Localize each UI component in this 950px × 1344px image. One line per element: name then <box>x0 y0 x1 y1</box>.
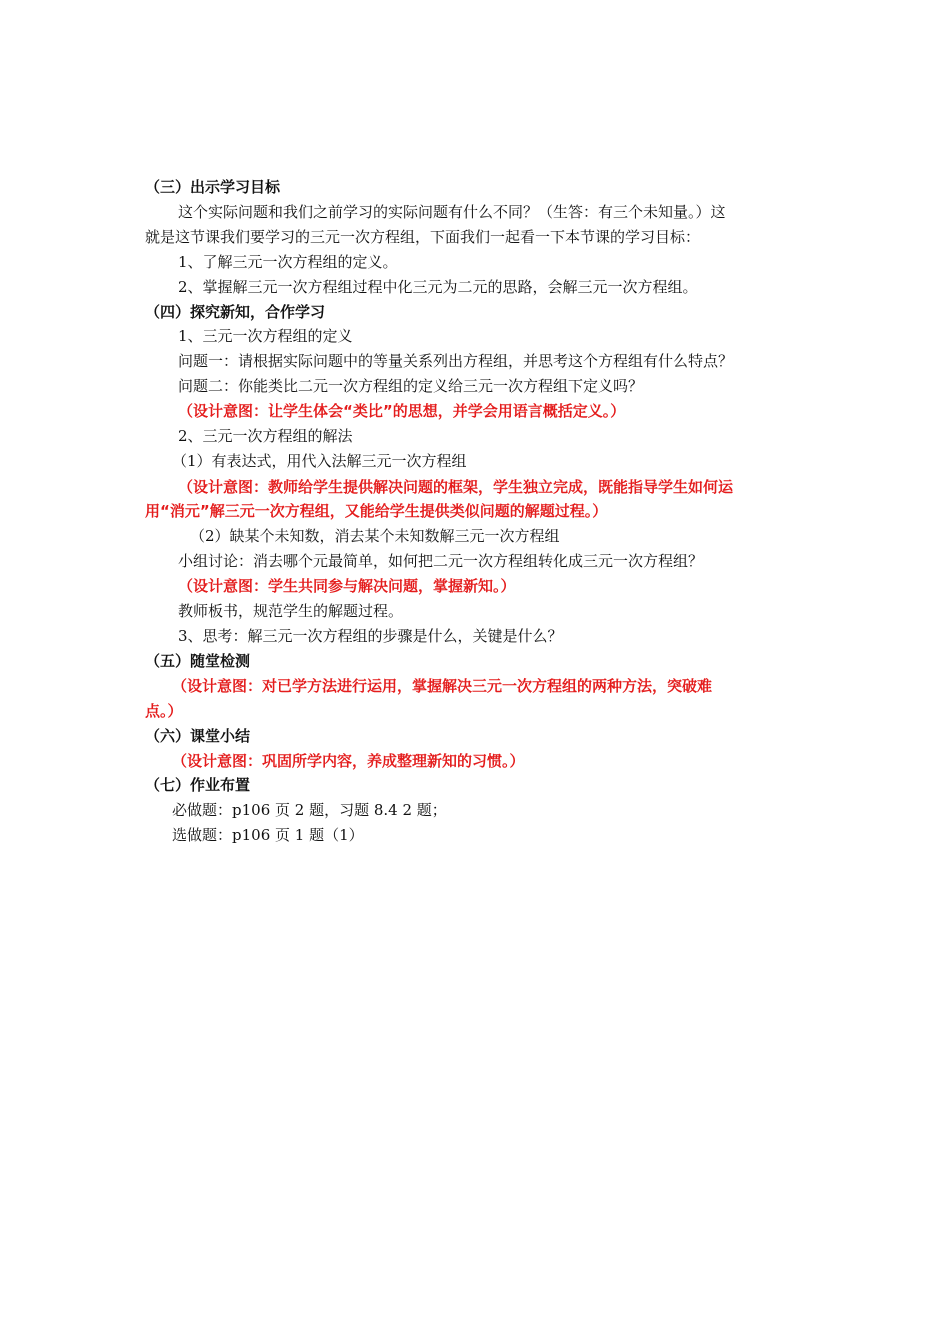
design-intent-4-line-1: （设计意图：对已学方法进行运用，掌握解决三元一次方程组的两种方法，突破难 <box>172 677 713 695</box>
learning-goal-1: 1、了解三元一次方程组的定义。 <box>178 253 398 271</box>
group-discussion: 小组讨论：消去哪个元最简单，如何把二元一次方程组转化成三元一次方程组？ <box>178 552 704 570</box>
section-3-paragraph-line-1: 这个实际问题和我们之前学习的实际问题有什么不同？（生答：有三个未知量。）这 <box>178 203 726 221</box>
required-homework: 必做题：p106 页 2 题，习题 8.4 2 题； <box>172 801 447 819</box>
learning-goal-2: 2、掌握解三元一次方程组过程中化三元为二元的思路，会解三元一次方程组。 <box>178 278 698 296</box>
question-1: 问题一：请根据实际问题中的等量关系列出方程组，并思考这个方程组有什么特点？ <box>178 352 734 370</box>
section-4-item-3: 3、思考：解三元一次方程组的步骤是什么，关键是什么？ <box>178 627 563 645</box>
design-intent-4-line-2: 点。） <box>145 702 183 720</box>
section-4-heading: （四）探究新知，合作学习 <box>145 303 326 321</box>
design-intent-3: （设计意图：学生共同参与解决问题，掌握新知。） <box>178 577 516 595</box>
section-6-heading: （六）课堂小结 <box>145 727 251 745</box>
section-5-heading: （五）随堂检测 <box>145 652 251 670</box>
section-3-heading: （三）出示学习目标 <box>145 178 281 196</box>
method-2: （2）缺某个未知数，消去某个未知数解三元一次方程组 <box>190 527 560 545</box>
teacher-board-note: 教师板书，规范学生的解题过程。 <box>178 602 404 620</box>
design-intent-5: （设计意图：巩固所学内容，养成整理新知的习惯。） <box>172 752 525 770</box>
question-2: 问题二：你能类比二元一次方程组的定义给三元一次方程组下定义吗？ <box>178 377 644 395</box>
section-7-heading: （七）作业布置 <box>145 776 251 794</box>
optional-homework: 选做题：p106 页 1 题（1） <box>172 826 364 844</box>
section-4-item-2: 2、三元一次方程组的解法 <box>178 427 353 445</box>
method-1: （1）有表达式，用代入法解三元一次方程组 <box>172 452 467 470</box>
section-4-item-1: 1、三元一次方程组的定义 <box>178 327 353 345</box>
design-intent-2-line-1: （设计意图：教师给学生提供解决问题的框架，学生独立完成，既能指导学生如何运 <box>178 478 734 496</box>
section-3-paragraph-line-2: 就是这节课我们要学习的三元一次方程组，下面我们一起看一下本节课的学习目标： <box>145 228 701 246</box>
design-intent-2-line-2: 用“消元”解三元一次方程组，又能给学生提供类似问题的解题过程。） <box>145 502 608 520</box>
design-intent-1: （设计意图：让学生体会“类比”的思想，并学会用语言概括定义。） <box>178 402 626 420</box>
